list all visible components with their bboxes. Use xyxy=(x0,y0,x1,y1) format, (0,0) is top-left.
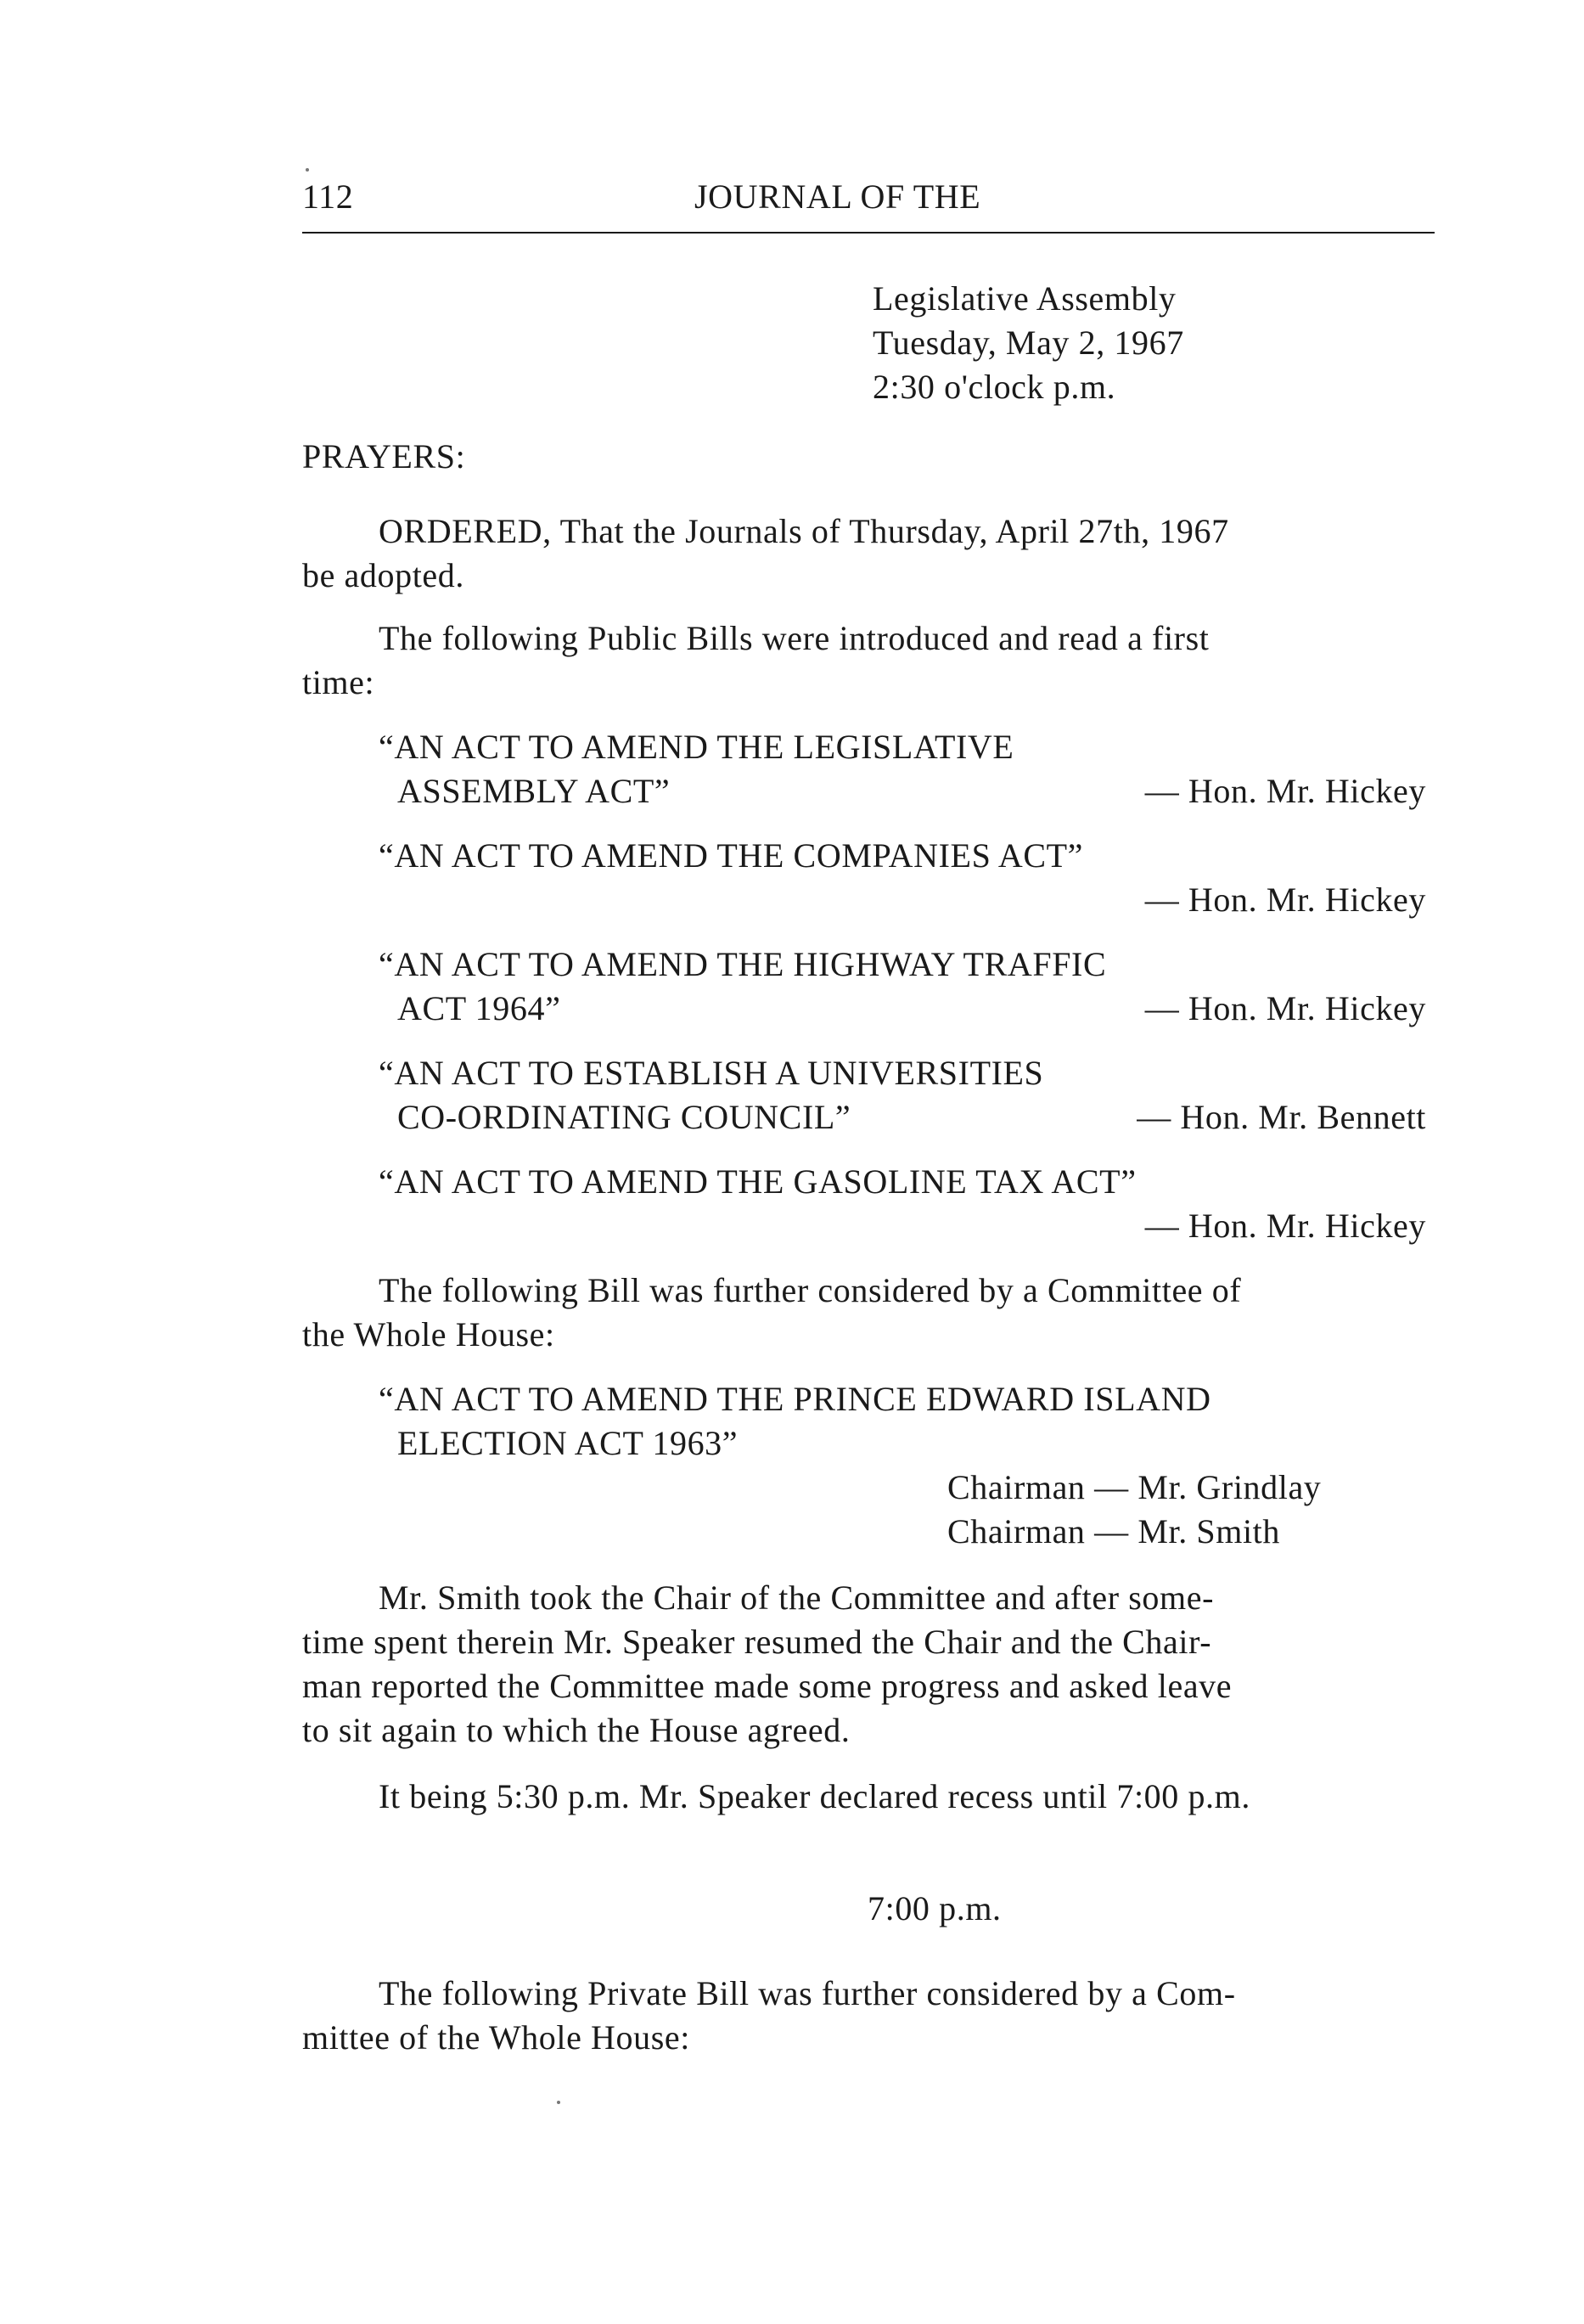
smith-paragraph-line-1: Mr. Smith took the Chair of the Committee and after some- xyxy=(379,1578,1215,1617)
bill-3-title-line-2: ACT 1964” xyxy=(397,989,561,1027)
public-bills-intro-line-1: The following Public Bills were introduced and read a first xyxy=(379,619,1210,657)
evening-time: 7:00 p.m. xyxy=(868,1889,1002,1927)
ordered-line-2: be adopted. xyxy=(302,556,464,594)
bill-3-sponsor: — Hon. Mr. Hickey xyxy=(1144,989,1426,1027)
print-speck xyxy=(306,168,309,172)
bill-1-title-line-2: ASSEMBLY ACT” xyxy=(397,772,671,810)
committee-intro-line-2: the Whole House: xyxy=(302,1315,555,1353)
bill-2-sponsor: — Hon. Mr. Hickey xyxy=(1144,881,1426,919)
smith-paragraph-line-4: to sit again to which the House agreed. xyxy=(302,1711,851,1749)
header-rule xyxy=(302,232,1435,234)
dateline-date: Tuesday, May 2, 1967 xyxy=(873,324,1184,362)
smith-paragraph-line-2: time spent therein Mr. Speaker resumed the Chair and the Chair- xyxy=(302,1623,1212,1661)
bill-4-sponsor: — Hon. Mr. Bennett xyxy=(1137,1098,1426,1136)
public-bills-intro-line-2: time: xyxy=(302,663,375,701)
prayers-heading: PRAYERS: xyxy=(302,437,466,475)
private-bill-intro-line-2: mittee of the Whole House: xyxy=(302,2018,690,2057)
committee-bill-title-line-2: ELECTION ACT 1963” xyxy=(397,1424,739,1462)
bill-3-title-line-1: “AN ACT TO AMEND THE HIGHWAY TRAFFIC xyxy=(379,945,1107,983)
dateline-time: 2:30 o'clock p.m. xyxy=(873,368,1116,406)
page-number: 112 xyxy=(302,177,354,216)
bill-5-title: “AN ACT TO AMEND THE GASOLINE TAX ACT” xyxy=(379,1162,1137,1201)
bill-5-sponsor: — Hon. Mr. Hickey xyxy=(1144,1207,1426,1245)
smith-paragraph-line-3: man reported the Committee made some progress and asked leave xyxy=(302,1667,1233,1705)
committee-bill-title-line-1: “AN ACT TO AMEND THE PRINCE EDWARD ISLAND xyxy=(379,1380,1211,1418)
ordered-line-1: ORDERED, That the Journals of Thursday, April 27th, 1967 xyxy=(379,512,1229,550)
bill-1-sponsor: — Hon. Mr. Hickey xyxy=(1144,772,1426,810)
bill-4-title-line-2: CO-ORDINATING COUNCIL” xyxy=(397,1098,851,1136)
print-speck xyxy=(557,2101,560,2104)
chairman-smith: Chairman — Mr. Smith xyxy=(947,1512,1280,1550)
bill-1-title-line-1: “AN ACT TO AMEND THE LEGISLATIVE xyxy=(379,728,1014,766)
running-title: JOURNAL OF THE xyxy=(694,177,981,216)
recess-line: It being 5:30 p.m. Mr. Speaker declared recess until 7:00 p.m. xyxy=(379,1777,1250,1815)
bill-4-title-line-1: “AN ACT TO ESTABLISH A UNIVERSITIES xyxy=(379,1054,1044,1092)
chairman-grindlay: Chairman — Mr. Grindlay xyxy=(947,1468,1322,1506)
bill-2-title: “AN ACT TO AMEND THE COMPANIES ACT” xyxy=(379,836,1083,875)
dateline-assembly: Legislative Assembly xyxy=(873,279,1177,318)
private-bill-intro-line-1: The following Private Bill was further considered by a Com- xyxy=(379,1974,1236,2012)
committee-intro-line-1: The following Bill was further considered by a Committee of xyxy=(379,1271,1242,1309)
